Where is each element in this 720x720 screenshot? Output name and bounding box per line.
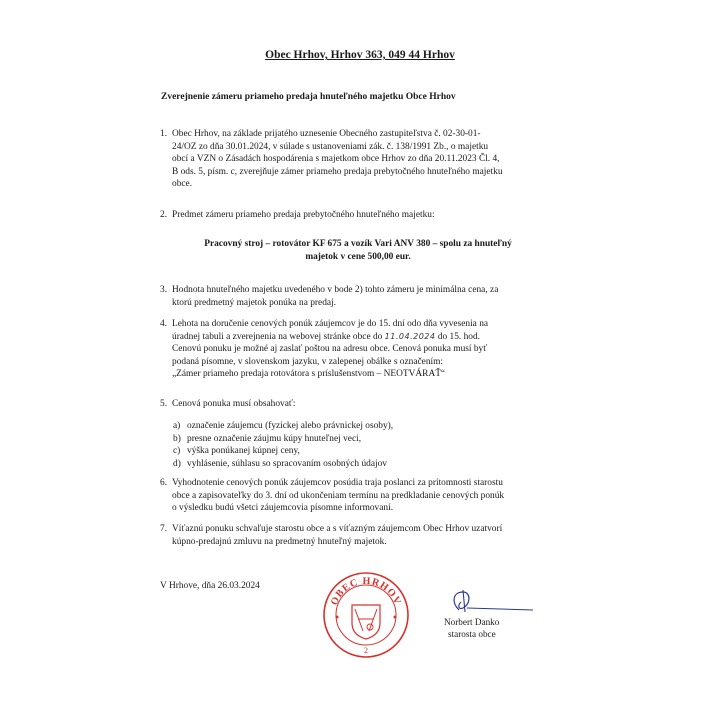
sub-list-item bbox=[173, 458, 533, 471]
list-item-3 bbox=[160, 284, 544, 309]
text-line: kúpno-predajnú zmluvu na predmetný hnuteľný majetok. bbox=[172, 536, 387, 547]
list-number: 3. bbox=[160, 285, 168, 295]
list-number: 2. bbox=[160, 210, 168, 220]
sub-list-letter: d) bbox=[173, 458, 181, 469]
list-item-4 bbox=[160, 318, 544, 381]
text-line: B ods. 5, písm. c, zverejňuje zámer priameho predaja prebytočného hnuteľného majetku bbox=[172, 166, 503, 177]
text-fragment: úradnej tabuli a zverejnenia na webovej stránke obce do bbox=[172, 331, 385, 342]
sub-list-letter: c) bbox=[173, 446, 181, 457]
list-number: 1. bbox=[160, 129, 168, 139]
list-item-2 bbox=[160, 209, 544, 222]
list-item-6 bbox=[160, 477, 544, 515]
list-item-1 bbox=[160, 128, 544, 191]
list-item-7 bbox=[160, 523, 544, 548]
text-line: obce. bbox=[172, 179, 193, 190]
list-text bbox=[172, 128, 544, 191]
stamp-number: 2 bbox=[364, 646, 368, 655]
signing-date: V Hrhove, dňa 26.03.2024 bbox=[160, 581, 260, 591]
text-line: Cenovú ponuku je možné aj zaslať poštou na adresu obce. Cenová ponuka musí byť bbox=[172, 344, 488, 355]
list-text: Predmet zámeru priameho predaja prebytočného hnuteľného majetku: bbox=[172, 210, 435, 220]
list-text: Cenová ponuka musí obsahovať: bbox=[172, 399, 296, 409]
sub-list-text: výška ponúkanej kúpnej ceny, bbox=[187, 446, 300, 457]
page-title: Obec Hrhov, Hrhov 363, 049 44 Hrhov bbox=[265, 49, 455, 61]
sale-subject-line: Pracovný stroj – rotovátor KF 675 a vozík Vari ANV 380 – spolu za hnuteľný bbox=[204, 239, 512, 249]
sub-list-text: vyhlásenie, súhlasu so spracovaním osobných údajov bbox=[187, 458, 387, 469]
list-text bbox=[172, 318, 544, 381]
list-number: 4. bbox=[160, 319, 168, 329]
sub-list-text: označenie záujemcu (fyzickej alebo právnickej osoby), bbox=[187, 421, 394, 431]
official-stamp bbox=[321, 569, 411, 661]
signer-block bbox=[444, 616, 499, 640]
text-line: o výsledku budú všetci záujemcovia písomne informovaní. bbox=[172, 503, 394, 514]
text-line bbox=[172, 331, 544, 344]
list-number: 5. bbox=[160, 399, 168, 409]
sub-list-item bbox=[173, 420, 533, 433]
signer-role: starosta obce bbox=[448, 629, 496, 639]
sub-list-text: presne označenie záujmu kúpy hnuteľnej veci, bbox=[187, 433, 362, 444]
text-fragment: do 15. hod. bbox=[435, 331, 481, 342]
sub-list bbox=[173, 420, 533, 470]
handwritten-date: 11.04.2024 bbox=[384, 331, 436, 341]
stamp-text: OBEC HRHOV bbox=[328, 575, 404, 608]
list-text bbox=[172, 477, 544, 515]
list-text bbox=[172, 523, 544, 548]
list-item-5 bbox=[160, 398, 544, 411]
document-subtitle: Zverejnenie zámeru priameho predaja hnuteľného majetku Obce Hrhov bbox=[161, 92, 456, 102]
sub-list-item bbox=[173, 433, 533, 446]
text-line: obce a zapisovateľky do 3. dní od ukončeniam termínu na predkladanie cenových ponúk bbox=[172, 490, 505, 501]
signer-name: Norbert Danko bbox=[444, 617, 500, 627]
text-line: „Zámer priameho predaja rotovátora s príslušenstvom – NEOTVÁRAŤ“ bbox=[172, 369, 446, 380]
text-line: Obec Hrhov, na základe prijatého uznesenie Obecného zastupiteľstva č. 02-30-01- bbox=[172, 129, 481, 139]
text-line: obcí a VZN o Zásadách hospodárenia s majetkom obce Hrhov zo dňa 20.11.2023 Čl. 4, bbox=[172, 154, 500, 165]
sub-list-letter: b) bbox=[173, 433, 181, 444]
sub-list-letter: a) bbox=[173, 421, 181, 431]
text-line: ktorú predmetný majetok ponúka na predaj. bbox=[172, 297, 337, 308]
sale-subject bbox=[172, 238, 544, 263]
text-line: Víťaznú ponuku schvaľuje starostu obce a s víťazným záujemcom Obec Hrhov uzatvorí bbox=[172, 524, 503, 534]
text-line: Hodnota hnuteľného majetku uvedeného v bode 2) tohto zámeru je minimálna cena, za bbox=[172, 285, 499, 295]
sub-list-item bbox=[173, 445, 533, 458]
text-line: Vyhodnotenie cenových ponúk záujemcov posúdia traja poslanci za prítomnosti starostu bbox=[172, 478, 503, 488]
text-line: podaná písomne, v slovenskom jazyku, v zalepenej obálke s označením: bbox=[172, 356, 444, 367]
svg-text:OBEC HRHOV bbox=[329, 576, 403, 607]
sale-subject-line: majetok v cene 500,00 eur. bbox=[305, 251, 411, 262]
stamp-seal-icon bbox=[321, 569, 411, 661]
text-line: 24/OZ zo dňa 30.01.2024, v súlade s ustanoveniami zák. č. 138/1991 Zb., o majetku bbox=[172, 141, 489, 152]
list-text bbox=[172, 284, 544, 309]
text-line: Lehota na doručenie cenových ponúk záujemcov je do 15. dní odo dňa vyvesenia na bbox=[172, 319, 489, 329]
list-number: 6. bbox=[160, 478, 168, 488]
list-number: 7. bbox=[160, 524, 168, 534]
